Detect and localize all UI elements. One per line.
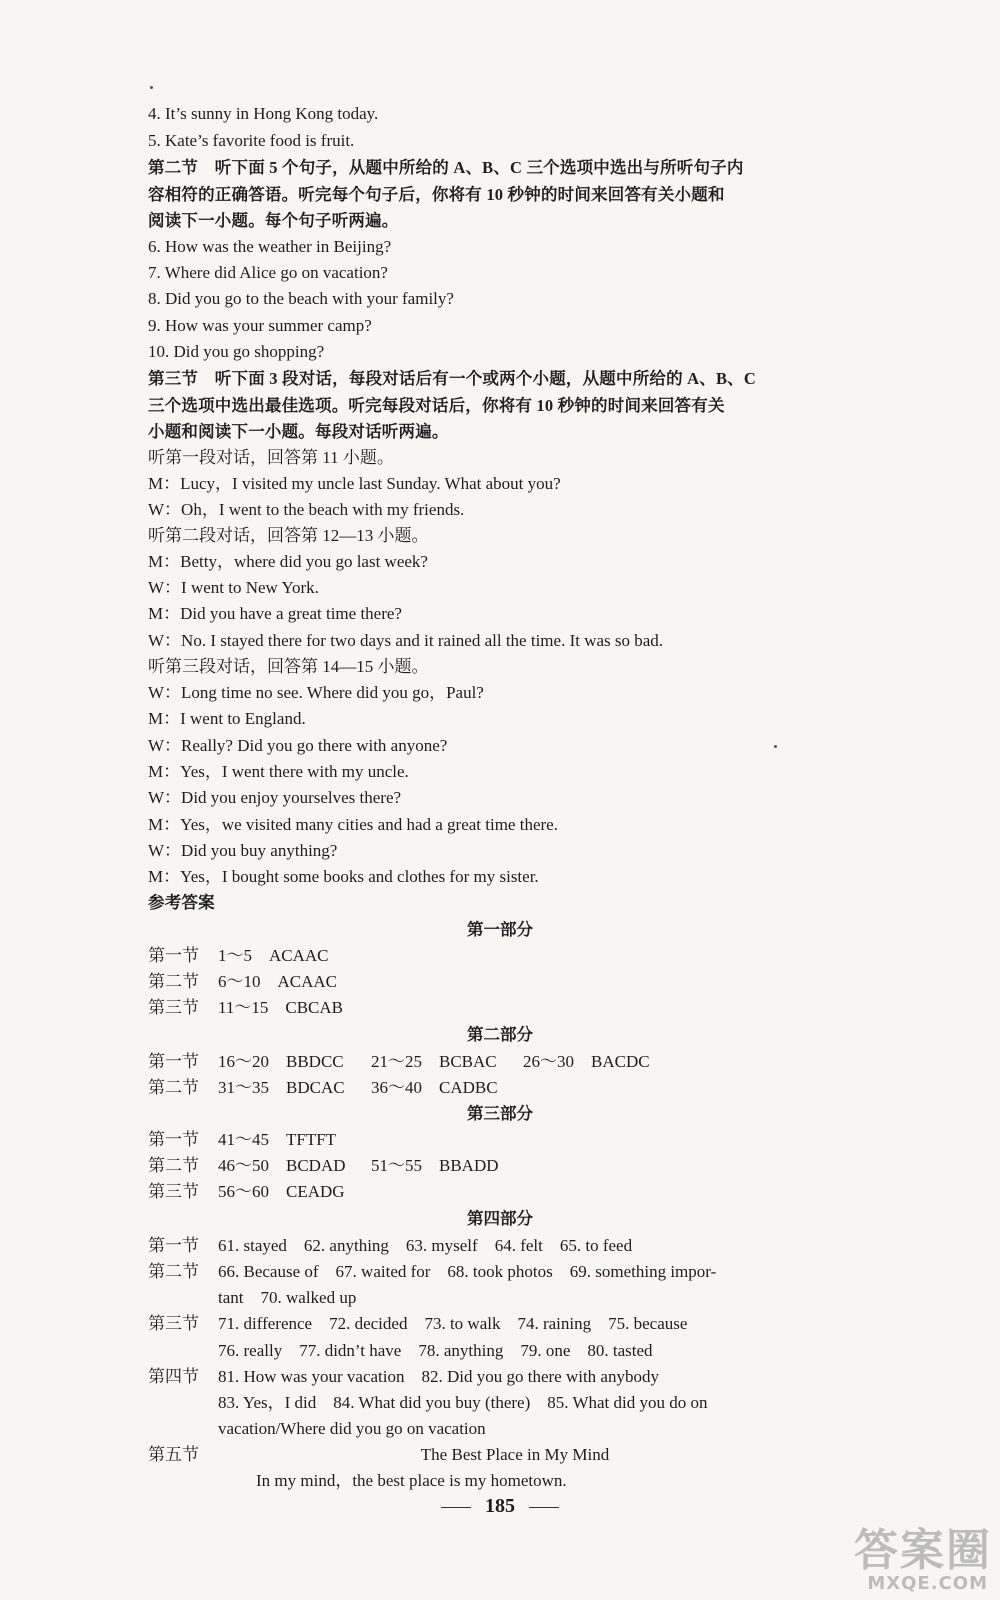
row-label: 第一节 <box>148 1052 199 1071</box>
essay-first-line: In my mind，the best place is my hometown. <box>256 1471 567 1490</box>
text-line: 5. Kate’s favorite food is fruit. <box>148 131 355 150</box>
question-line: 8. Did you go to the beach with your family? <box>148 289 454 308</box>
rule-right <box>529 1507 559 1508</box>
question-line: 9. How was your summer camp? <box>148 316 372 335</box>
row-label: 第一节 <box>148 1236 199 1255</box>
answer-line: 83. Yes，I did 84. What did you buy (there) 85. What did you do on <box>218 1393 708 1412</box>
answer-cell: 46～50 BCDAD <box>218 1156 346 1175</box>
watermark-logo <box>822 1514 992 1594</box>
answers-heading: 参考答案 <box>148 893 215 912</box>
answer-line: 81. How was your vacation 82. Did you go there with anybody <box>218 1367 659 1386</box>
part-title: 第三部分 <box>467 1104 533 1123</box>
question-line: 6. How was the weather in Beijing? <box>148 237 392 256</box>
text-line: 4. It’s sunny in Hong Kong today. <box>148 104 379 123</box>
answer-cell: 31～35 BDCAC <box>218 1078 345 1097</box>
answer-line: 76. really 77. didn’t have 78. anything 79. one 80. tasted <box>218 1341 653 1360</box>
answer-line: 66. Because of 67. waited for 68. took photos 69. something impor- <box>218 1262 717 1281</box>
dialogue-line: 听第二段对话，回答第 12—13 小题。 <box>148 526 429 545</box>
print-speck <box>774 745 777 748</box>
row-label: 第一节 <box>148 946 199 965</box>
answer-cell: 41～45 TFTFT <box>218 1130 337 1149</box>
answer-cell: 6～10 ACAAC <box>218 972 338 991</box>
part-title: 第一部分 <box>467 920 533 939</box>
answer-cell: 36～40 CADBC <box>371 1078 498 1097</box>
row-label: 第二节 <box>148 1156 199 1175</box>
section-instruction: 三个选项中选出最佳选项。听完每段对话后，你将有 10 秒钟的时间来回答有关 <box>148 396 725 415</box>
answer-cell: 11～15 CBCAB <box>218 998 344 1017</box>
dialogue-line: W：Oh，I went to the beach with my friends. <box>148 500 465 519</box>
answer-cell: 16～20 BBDCC <box>218 1052 344 1071</box>
dialogue-line: M：I went to England. <box>148 709 306 728</box>
page-number-text: 185 <box>485 1495 515 1517</box>
answer-line: tant 70. walked up <box>218 1288 357 1307</box>
row-label: 第三节 <box>148 1314 199 1333</box>
dialogue-line: 听第三段对话，回答第 14—15 小题。 <box>148 657 429 676</box>
dialogue-line: M：Yes，we visited many cities and had a great time there. <box>148 815 558 834</box>
row-label: 第三节 <box>148 1182 199 1201</box>
dialogue-line: 听第一段对话，回答第 11 小题。 <box>148 448 394 467</box>
essay-title: The Best Place in My Mind <box>420 1445 610 1464</box>
answer-cell: 21～25 BCBAC <box>371 1052 497 1071</box>
answer-cell: 56～60 CEADG <box>218 1182 345 1201</box>
dialogue-line: M：Did you have a great time there? <box>148 604 402 623</box>
row-label: 第一节 <box>148 1130 199 1149</box>
dialogue-line: W：Did you buy anything? <box>148 841 338 860</box>
question-line: 7. Where did Alice go on vacation? <box>148 263 388 282</box>
row-label: 第二节 <box>148 972 199 991</box>
watermark-logo-text: 答案圈 <box>854 1525 992 1576</box>
answer-line: vacation/Where did you go on vacation <box>218 1419 486 1438</box>
answer-cell: 51～55 BBADD <box>371 1156 499 1175</box>
rule-left <box>441 1507 471 1508</box>
dialogue-line: M：Yes，I bought some books and clothes for my sister. <box>148 867 539 886</box>
dialogue-line: M：Betty，where did you go last week? <box>148 552 428 571</box>
row-label: 第五节 <box>148 1445 199 1464</box>
section-instruction: 第三节 听下面 3 段对话，每段对话后有一个或两个小题，从题中所给的 A、B、C <box>148 369 756 388</box>
watermark-site-text: MXQE.COM <box>867 1573 988 1594</box>
dialogue-line: M：Lucy，I visited my uncle last Sunday. What about you? <box>148 474 561 493</box>
dialogue-line: W：Really? Did you go there with anyone? <box>148 736 448 755</box>
row-label: 第二节 <box>148 1078 199 1097</box>
row-label: 第四节 <box>148 1367 199 1386</box>
answer-cell: 26～30 BACDC <box>523 1052 650 1071</box>
answer-line: 61. stayed 62. anything 63. myself 64. felt 65. to feed <box>218 1236 633 1255</box>
dialogue-line: M：Yes，I went there with my uncle. <box>148 762 409 781</box>
dialogue-line: W：Did you enjoy yourselves there? <box>148 788 402 807</box>
print-speck <box>150 86 153 89</box>
section-instruction: 阅读下一小题。每个句子听两遍。 <box>148 211 399 230</box>
answer-cell: 1～5 ACAAC <box>218 946 329 965</box>
section-instruction: 第二节 听下面 5 个句子，从题中所给的 A、B、C 三个选项中选出与所听句子内 <box>148 158 744 177</box>
section-instruction: 容相符的正确答语。听完每个句子后，你将有 10 秒钟的时间来回答有关小题和 <box>148 185 725 204</box>
part-title: 第四部分 <box>467 1209 533 1228</box>
dialogue-line: W：I went to New York. <box>148 578 319 597</box>
dialogue-line: W：No. I stayed there for two days and it rained all the time. It was so bad. <box>148 631 664 650</box>
section-instruction: 小题和阅读下一小题。每段对话听两遍。 <box>148 422 449 441</box>
answer-line: 71. difference 72. decided 73. to walk 74. raining 75. because <box>218 1314 688 1333</box>
part-title: 第二部分 <box>467 1025 533 1044</box>
row-label: 第三节 <box>148 998 199 1017</box>
row-label: 第二节 <box>148 1262 199 1281</box>
dialogue-line: W：Long time no see. Where did you go，Paul? <box>148 683 484 702</box>
question-line: 10. Did you go shopping? <box>148 342 325 361</box>
